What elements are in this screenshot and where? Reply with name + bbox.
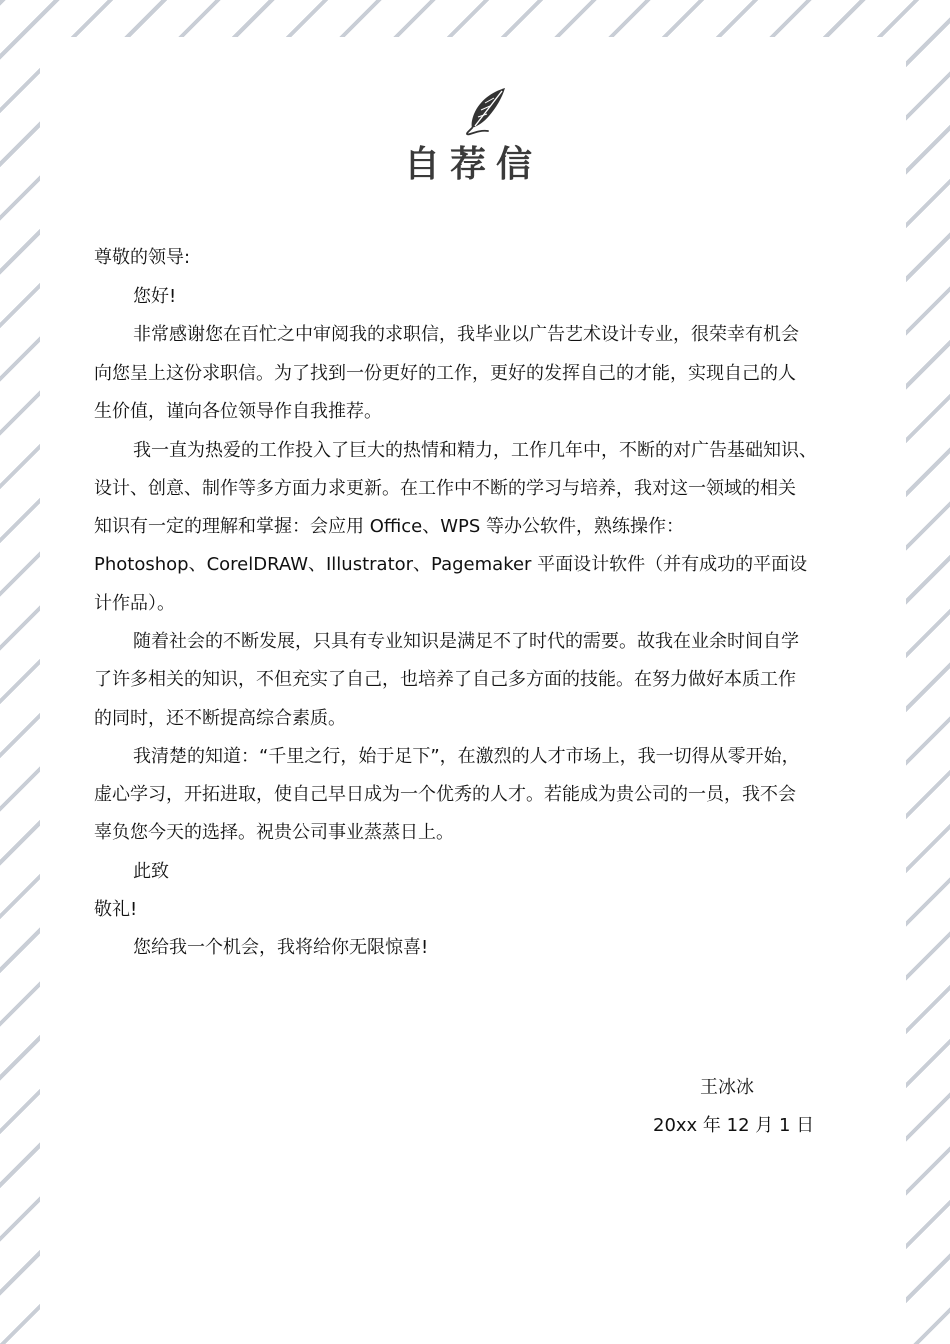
text-line: 生价值，谨向各位领导作自我推荐。 xyxy=(94,401,382,422)
greeting: 您好! xyxy=(133,286,177,307)
text-line: 我一直为热爱的工作投入了巨大的热情和精力，工作几年中，不断的对广告基础知识、 xyxy=(133,440,817,461)
letter-page xyxy=(40,37,906,1344)
text-line: 设计、创意、制作等多方面力求更新。在工作中不断的学习与培养，我对这一领域的相关 xyxy=(94,478,796,499)
text-line: 我清楚的知道：“千里之行，始于足下”，在激烈的人才市场上，我一切得从零开始， xyxy=(133,746,800,767)
text-line: 向您呈上这份求职信。为了找到一份更好的工作，更好的发挥自己的才能，实现自己的人 xyxy=(94,363,796,384)
signature-date: 20xx 年 12 月 1 日 xyxy=(653,1115,815,1136)
closing: 此致 xyxy=(133,861,169,882)
text-line: 辜负您今天的选择。祝贵公司事业蒸蒸日上。 xyxy=(94,822,454,843)
text-line: 虚心学习，开拓进取，使自己早日成为一个优秀的人才。若能成为贵公司的一员，我不会 xyxy=(94,784,796,805)
text-line: Photoshop、CorelDRAW、Illustrator、Pagemaker 平面设计软件（并有成功的平面设 xyxy=(94,554,808,575)
text-line: 了许多相关的知识，不但充实了自己，也培养了自己多方面的技能。在努力做好本质工作 xyxy=(94,669,796,690)
text-line: 知识有一定的理解和掌握：会应用 Office、WPS 等办公软件，熟练操作： xyxy=(94,516,685,537)
postscript: 您给我一个机会，我将给你无限惊喜! xyxy=(133,937,429,958)
quill-pen-icon xyxy=(462,86,508,136)
text-line: 非常感谢您在百忙之中审阅我的求职信，我毕业以广告艺术设计专业，很荣幸有机会 xyxy=(133,324,799,345)
text-line: 随着社会的不断发展，只具有专业知识是满足不了时代的需要。故我在业余时间自学 xyxy=(133,631,799,652)
text-line: 的同时，还不断提高综合素质。 xyxy=(94,708,346,729)
regards: 敬礼! xyxy=(94,899,138,920)
signature-name: 王冰冰 xyxy=(700,1077,754,1098)
salutation: 尊敬的领导: xyxy=(94,247,191,268)
page-title: 自荐信 xyxy=(403,144,542,185)
text-line: 计作品）。 xyxy=(94,593,175,614)
